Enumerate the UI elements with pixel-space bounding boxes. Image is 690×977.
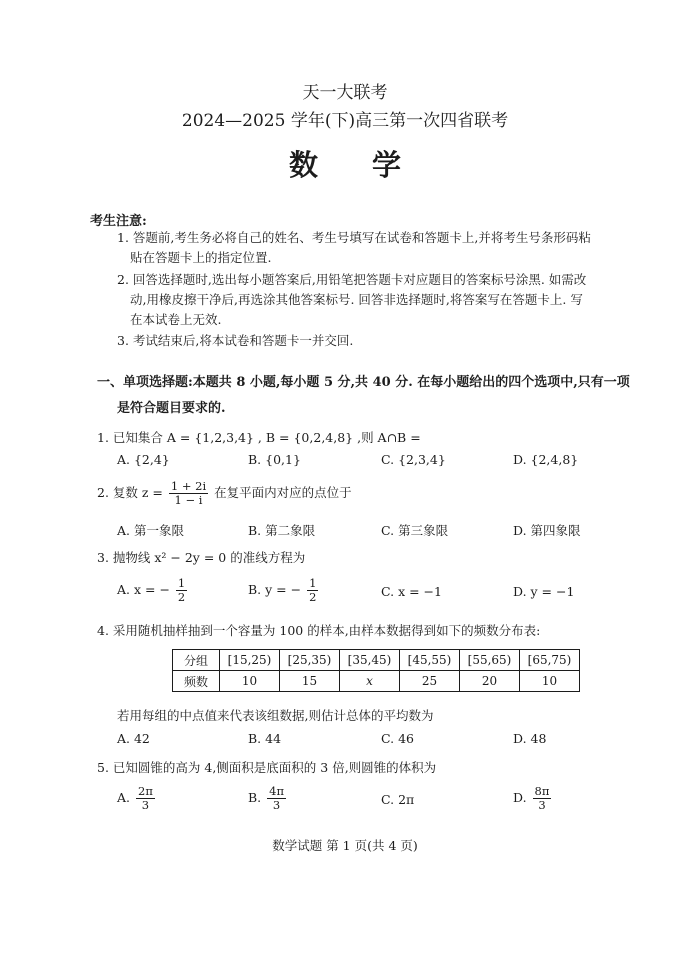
q2-suffix: 在复平面内对应的点位于 <box>214 485 352 500</box>
subject-title: 数 学 <box>288 148 424 182</box>
q3-a-label: A. x = − <box>117 582 170 597</box>
q5-a-fraction <box>136 785 155 812</box>
q1-option-c: C. {2,3,4} <box>381 452 446 467</box>
table-cell: [65,75) <box>520 650 580 671</box>
q3-a-denominator: 2 <box>177 590 186 604</box>
table-cell: 20 <box>460 671 520 692</box>
exam-title: 2024—2025 学年(下)高三第一次四省联考 <box>181 111 509 131</box>
q2-fraction <box>169 480 208 507</box>
q4-option-b: B. 44 <box>248 731 282 746</box>
table-cell: 10 <box>520 671 580 692</box>
table-cell: 15 <box>280 671 340 692</box>
frequency-table <box>172 649 580 692</box>
q5-d-numerator: 8π <box>534 784 550 798</box>
q5-d-label: D. <box>513 790 527 805</box>
q5-d-denominator: 3 <box>538 798 546 812</box>
table-cell: [15,25) <box>220 650 280 671</box>
q1-stem: 1. 已知集合 A = {1,2,3,4} , B = {0,2,4,8} ,则 A∩B = <box>97 430 421 445</box>
q5-option-c: C. 2π <box>381 792 415 807</box>
q2-denominator: 1 − i <box>174 493 203 507</box>
q4-option-c: C. 46 <box>381 731 414 746</box>
table-row <box>173 671 580 692</box>
q3-b-denominator: 2 <box>309 590 317 604</box>
q5-option-b <box>248 785 288 812</box>
q2-option-d: D. 第四象限 <box>513 523 581 538</box>
page-footer: 数学试题 第 1 页(共 4 页) <box>272 838 418 853</box>
q5-b-numerator: 4π <box>269 784 285 798</box>
q5-option-a <box>117 785 157 812</box>
q3-b-label: B. y = − <box>248 582 302 597</box>
q3-option-a <box>117 577 189 604</box>
q2-stem <box>97 480 352 507</box>
table-cell: 10 <box>220 671 280 692</box>
table-cell: [25,35) <box>280 650 340 671</box>
table-cell: [55,65) <box>460 650 520 671</box>
table-cell: [45,55) <box>400 650 460 671</box>
q4-option-d: D. 48 <box>513 731 547 746</box>
q3-option-b <box>248 577 320 604</box>
q2-option-a: A. 第一象限 <box>117 523 184 538</box>
q3-option-d: D. y = −1 <box>513 584 575 599</box>
q3-option-c: C. x = −1 <box>381 584 442 599</box>
notice-line: 1. 答题前,考生务必将自己的姓名、考生号填写在试卷和答题卡上,并将考生号条形码粘 <box>117 230 591 245</box>
notice-title: 考生注意: <box>90 214 147 229</box>
notice-line: 2. 回答选择题时,选出每小题答案后,用铅笔把答题卡对应题目的答案标号涂黑. 如需改 <box>117 272 587 287</box>
q5-a-numerator: 2π <box>138 784 153 798</box>
q5-stem: 5. 已知圆锥的高为 4,侧面积是底面积的 3 倍,则圆锥的体积为 <box>97 760 437 775</box>
section-heading-cont: 是符合题目要求的. <box>117 401 226 416</box>
q2-numerator: 1 + 2i <box>170 479 207 493</box>
table-cell: x <box>340 671 400 692</box>
q3-b-fraction <box>307 577 318 604</box>
notice-line: 动,用橡皮擦干净后,再选涂其他答案标号. 回答非选择题时,将答案写在答题卡上. 写 <box>130 292 583 307</box>
q3-b-numerator: 1 <box>309 576 317 590</box>
q4-stem: 4. 采用随机抽样抽到一个容量为 100 的样本,由样本数据得到如下的频数分布表: <box>97 623 541 638</box>
table-cell: 25 <box>400 671 460 692</box>
q5-d-fraction <box>533 785 552 812</box>
table-cell: [35,45) <box>340 650 400 671</box>
q5-option-d <box>513 785 553 812</box>
q5-b-denominator: 3 <box>272 798 281 812</box>
q2-option-c: C. 第三象限 <box>381 523 449 538</box>
notice-line: 贴在答题卡上的指定位置. <box>130 250 272 265</box>
q4-question: 若用每组的中点值来代表该组数据,则估计总体的平均数为 <box>117 708 434 723</box>
table-cell: 频数 <box>173 671 220 692</box>
table-row <box>173 650 580 671</box>
table-cell: 分组 <box>173 650 220 671</box>
q4-option-a: A. 42 <box>117 731 150 746</box>
q5-a-denominator: 3 <box>141 798 150 812</box>
q2-prefix: 2. 复数 z = <box>97 485 163 500</box>
q5-b-label: B. <box>248 790 262 805</box>
exam-org: 天一大联考 <box>302 83 388 103</box>
q1-option-a: A. {2,4} <box>117 452 170 467</box>
notice-line: 3. 考试结束后,将本试卷和答题卡一并交回. <box>117 333 354 348</box>
notice-line: 在本试卷上无效. <box>130 312 222 327</box>
section-heading: 一、单项选择题:本题共 8 小题,每小题 5 分,共 40 分. 在每小题给出的四个选项中,只有一项 <box>97 375 630 390</box>
q5-b-fraction <box>267 785 286 812</box>
q5-a-label: A. <box>117 790 131 805</box>
q2-option-b: B. 第二象限 <box>248 523 316 538</box>
q3-stem: 3. 抛物线 x² − 2y = 0 的准线方程为 <box>97 550 306 565</box>
q1-option-b: B. {0,1} <box>248 452 301 467</box>
q1-option-d: D. {2,4,8} <box>513 452 579 467</box>
q3-a-fraction <box>176 577 187 604</box>
q3-a-numerator: 1 <box>177 576 186 590</box>
